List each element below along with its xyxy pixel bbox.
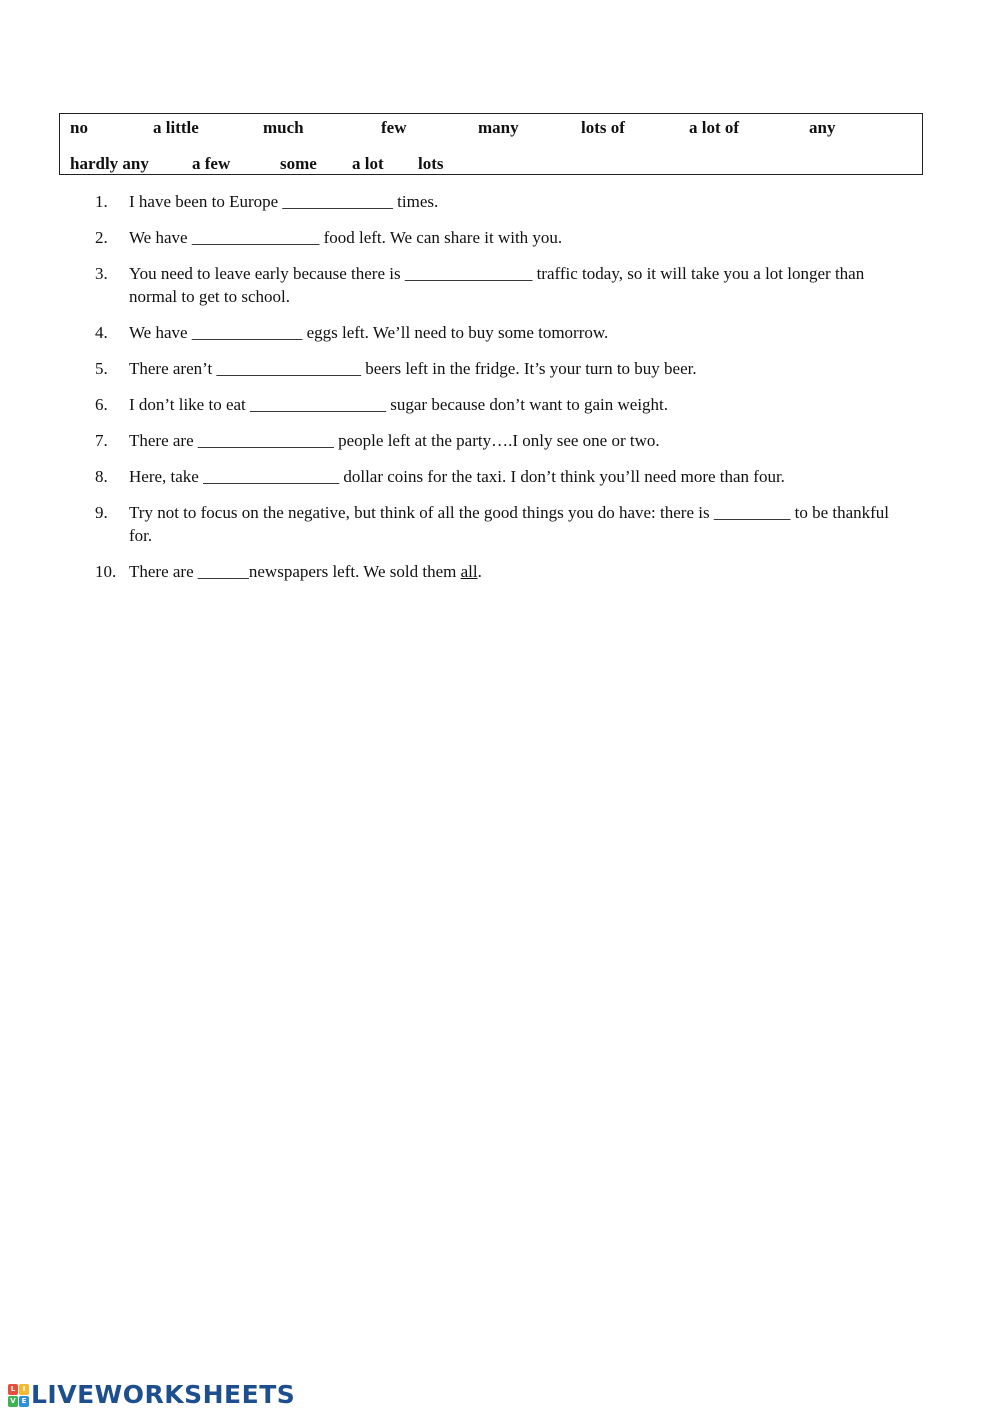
word-bank-item: a little bbox=[153, 118, 199, 137]
logo-block: I bbox=[19, 1384, 29, 1395]
question-number: 10. bbox=[95, 562, 117, 581]
question-number: 4. bbox=[95, 323, 108, 342]
underlined-word: all bbox=[460, 562, 478, 581]
logo-block: E bbox=[19, 1396, 29, 1407]
question-number: 5. bbox=[95, 359, 108, 378]
question-item bbox=[95, 190, 905, 213]
question-number: 1. bbox=[95, 192, 108, 211]
question-number: 6. bbox=[95, 395, 108, 414]
question-text-after: . bbox=[477, 562, 482, 581]
question-item bbox=[95, 262, 905, 308]
word-bank-item: no bbox=[70, 118, 88, 137]
word-bank-item: any bbox=[809, 118, 836, 137]
question-item bbox=[95, 560, 905, 583]
word-bank-box bbox=[59, 113, 923, 175]
question-number: 3. bbox=[95, 264, 108, 283]
logo-blocks-icon bbox=[8, 1384, 29, 1407]
word-bank-item: a lot of bbox=[689, 118, 740, 137]
question-text bbox=[129, 560, 905, 583]
question-text: I have been to Europe _____________ times. bbox=[129, 192, 439, 211]
question-item bbox=[95, 357, 905, 380]
word-bank-item: a few bbox=[192, 154, 231, 173]
question-item bbox=[95, 393, 905, 416]
logo-text: LIVEWORKSHEETS bbox=[31, 1380, 296, 1409]
question-text: You need to leave early because there is _______________ traffic today, so it will take you a lot longer than normal to get to school. bbox=[129, 264, 865, 306]
logo-block: L bbox=[8, 1384, 18, 1395]
question-text: Try not to focus on the negative, but think of all the good things you do have: there is _________ to be thankful for. bbox=[129, 503, 890, 545]
question-item bbox=[95, 429, 905, 452]
question-text: I don’t like to eat ________________ sugar because don’t want to gain weight. bbox=[129, 395, 669, 414]
question-item bbox=[95, 501, 905, 547]
question-text: We have _____________ eggs left. We’ll need to buy some tomorrow. bbox=[129, 323, 609, 342]
question-text: Here, take ________________ dollar coins for the taxi. I don’t think you’ll need more than four. bbox=[129, 467, 785, 486]
word-bank-item: lots of bbox=[581, 118, 625, 137]
word-bank-item: much bbox=[263, 118, 304, 137]
word-bank-item: some bbox=[280, 154, 317, 173]
question-text: We have _______________ food left. We can share it with you. bbox=[129, 228, 563, 247]
question-list bbox=[95, 190, 905, 596]
word-bank-item: lots bbox=[418, 154, 444, 173]
question-number: 7. bbox=[95, 431, 108, 450]
question-item bbox=[95, 321, 905, 344]
word-bank-item: hardly any bbox=[70, 154, 149, 173]
question-text: There aren’t _________________ beers left in the fridge. It’s your turn to buy beer. bbox=[129, 359, 697, 378]
word-bank-item: a lot bbox=[352, 154, 384, 173]
logo-block: V bbox=[8, 1396, 18, 1407]
question-number: 8. bbox=[95, 467, 108, 486]
question-text-before: There are ______newspapers left. We sold them bbox=[129, 562, 461, 581]
question-item bbox=[95, 465, 905, 488]
liveworksheets-logo[interactable] bbox=[8, 1381, 295, 1409]
question-number: 2. bbox=[95, 228, 108, 247]
question-number: 9. bbox=[95, 503, 108, 522]
question-item bbox=[95, 226, 905, 249]
question-text: There are ________________ people left at the party….I only see one or two. bbox=[129, 431, 660, 450]
word-bank-item: few bbox=[381, 118, 407, 137]
word-bank-item: many bbox=[478, 118, 519, 137]
